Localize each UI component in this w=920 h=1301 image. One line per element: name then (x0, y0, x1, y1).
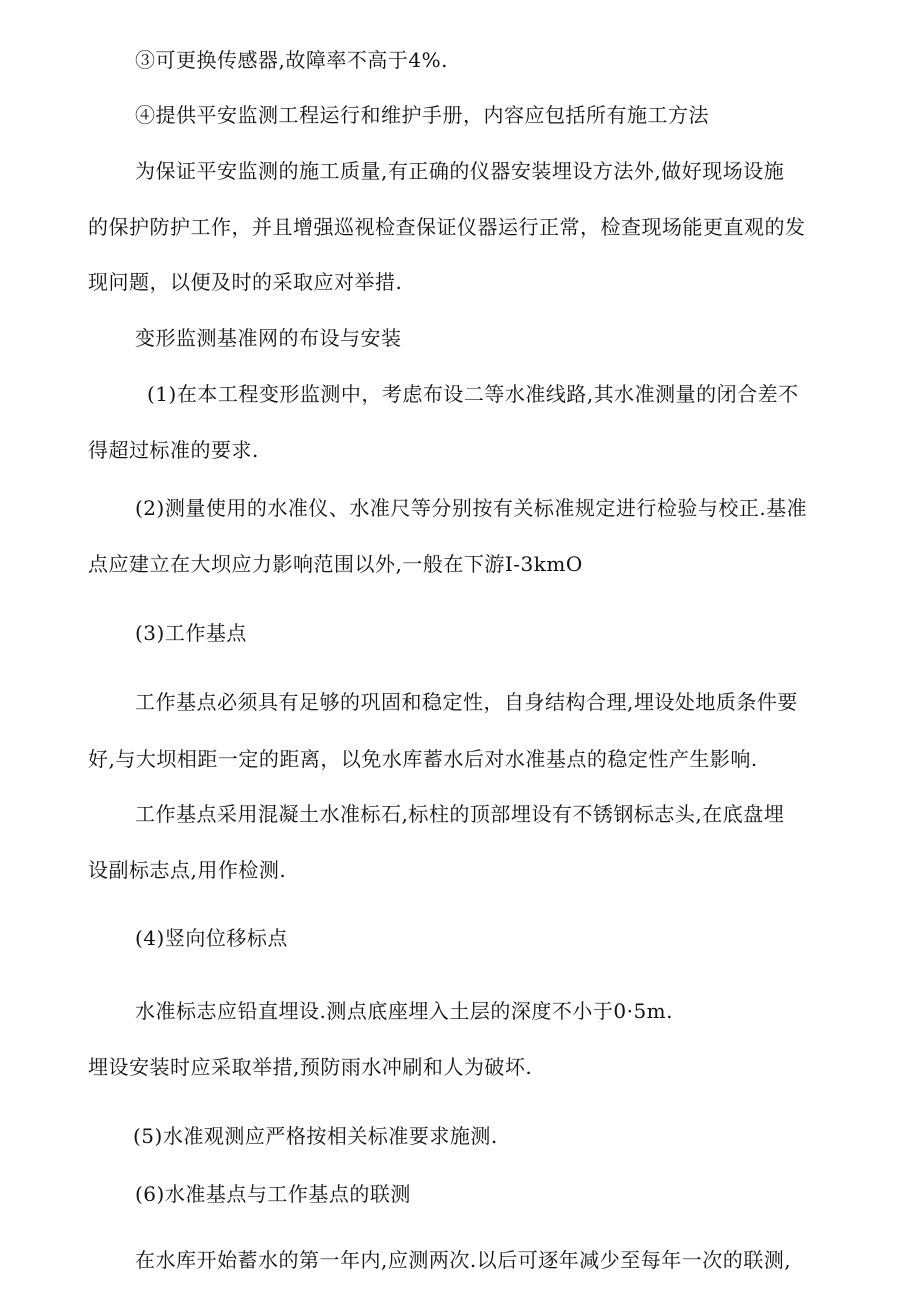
paragraph-line: 在水库开始蓄水的第一年内,应测两次.以后可逐年减少至每年一次的联测, (135, 1248, 792, 1272)
paragraph-line: 水准标志应铅直埋设.测点底座埋入土层的深度不小于0·5m. (135, 999, 673, 1023)
paragraph-line: 的保护防护工作，并且增强巡视检查保证仪器运行正常，检查现场能更直观的发 (88, 215, 806, 239)
section-heading: 变形监测基准网的布设与安装 (135, 326, 402, 350)
paragraph-line: 为保证平安监测的施工质量,有正确的仪器安装埋设方法外,做好现场设施 (135, 159, 785, 183)
paragraph-line: 点应建立在大坝应力影响范围以外,一般在下游I-3kmO (88, 552, 583, 576)
section-heading: (4)竖向位移标点 (135, 926, 288, 950)
paragraph-line: 工作基点采用混凝土水准标石,标柱的顶部埋设有不锈钢标志头,在底盘埋 (135, 802, 785, 826)
paragraph-line: ③可更换传感器,故障率不高于4%. (135, 48, 448, 72)
paragraph-line: (1)在本工程变形监测中，考虑布设二等水准线路,其水准测量的闭合差不 (147, 382, 799, 406)
paragraph-line: 现问题，以便及时的采取应对举措. (88, 270, 403, 294)
paragraph-line: (5)水准观测应严格按相关标准要求施测. (133, 1124, 498, 1148)
section-heading: (3)工作基点 (135, 621, 247, 645)
paragraph-line: 设副标志点,用作检测. (88, 858, 287, 882)
paragraph-line: (2)测量使用的水准仪、水准尺等分别按有关标准规定进行检验与校正.基准 (135, 496, 808, 520)
paragraph-line: ④提供平安监测工程运行和维护手册，内容应包括所有施工方法 (135, 103, 709, 127)
paragraph-line: 工作基点必须具有足够的巩固和稳定性，自身结构合理,埋设处地质条件要 (135, 690, 798, 714)
paragraph-line: 得超过标准的要求. (88, 438, 259, 462)
paragraph-line: 埋设安装时应采取举措,预防雨水冲刷和人为破坏. (88, 1055, 533, 1079)
paragraph-line: 好,与大坝相距一定的距离，以免水库蓄水后对水准基点的稳定性产生影响. (88, 747, 758, 771)
section-heading: (6)水准基点与工作基点的联测 (135, 1182, 411, 1206)
